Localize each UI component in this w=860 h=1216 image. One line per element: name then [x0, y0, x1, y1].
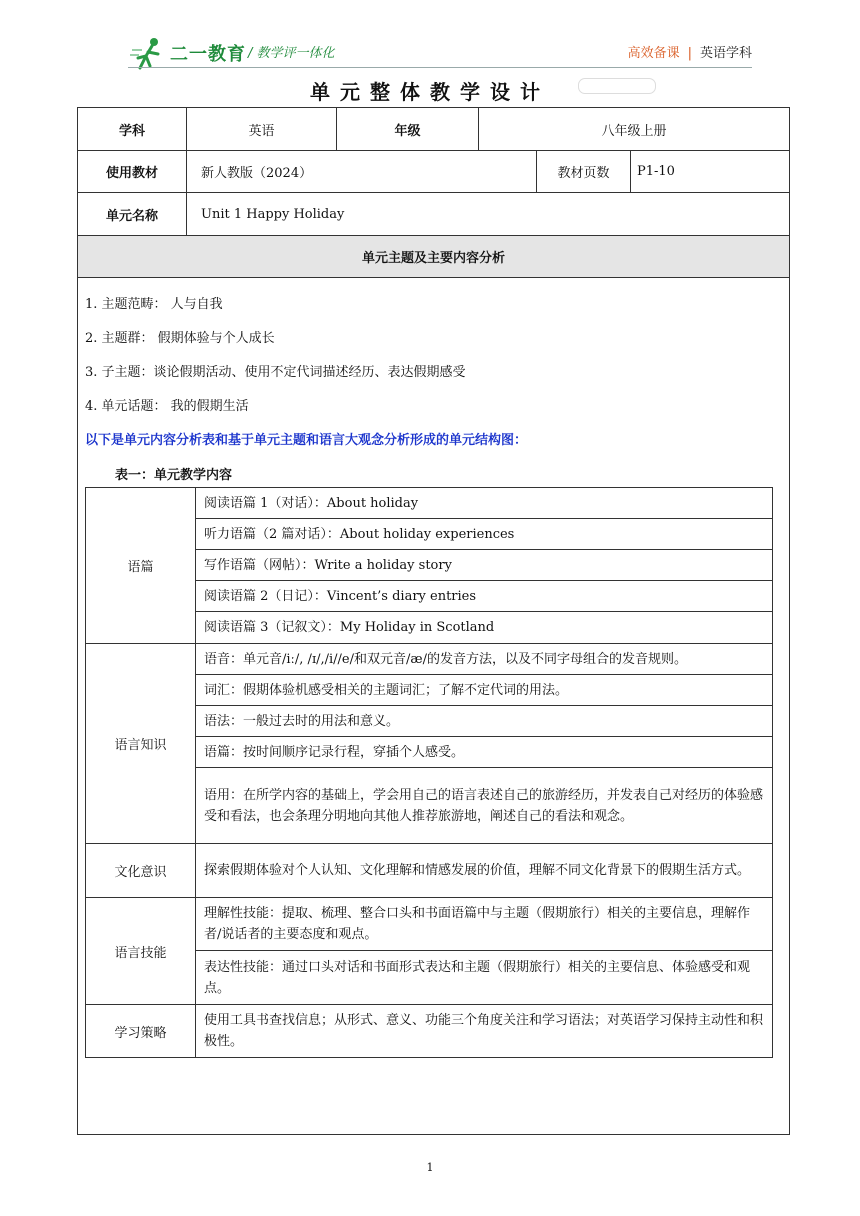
- textbook-label: 使用教材: [105, 166, 158, 181]
- table-group: [86, 1005, 772, 1058]
- textbook-value: 新人教版（2024）: [186, 151, 536, 192]
- table-cell: 语用：在所学内容的基础上，学会用自己的语言表述自己的旅游经历，并发表自己对经历的体验感受和看法，也会条理分明地向其他人推荐旅游地，阐述自己的看法和观念。: [204, 787, 764, 824]
- pages-label: 教材页数: [536, 151, 630, 192]
- info-row-unit: [78, 193, 789, 236]
- header-right: [628, 42, 752, 61]
- table-cell: 语音：单元音/iː/, /ɪ/,/i//e/和双元音/æ/的发音方法，以及不同字母组合的发音规则。: [196, 644, 773, 675]
- subject-value: 英语: [186, 108, 336, 150]
- pages-value: P1-10: [630, 151, 789, 192]
- table-group: [86, 488, 772, 644]
- section-title: 单元主题及主要内容分析: [361, 251, 505, 266]
- table-caption: 表一：单元教学内容: [115, 468, 233, 483]
- slogan: / 教学评一体化: [248, 46, 335, 61]
- table-cell: 表达性技能：通过口头对话和书面形式表达和主题（假期旅行）相关的主要信息、体验感受和观点。: [204, 959, 751, 996]
- analysis-line-2: 2. 主题群： 假期体验与个人成长: [85, 331, 275, 346]
- table-cell: 理解性技能：提取、梳理、整合口头和书面语篇中与主题（假期旅行）相关的主要信息，理解作者/说话者的主要态度和观点。: [196, 898, 773, 951]
- watermark-logo-small: [256, 461, 312, 475]
- header-separator: |: [687, 46, 692, 61]
- group-label: 语言知识: [86, 644, 196, 843]
- logo-text: 二一教育: [170, 44, 246, 65]
- page-number: 1: [426, 1161, 434, 1174]
- watermark-logo: [578, 78, 656, 94]
- table-cell: 写作语篇（网帖）：Write a holiday story: [196, 550, 773, 581]
- info-row-subject: [78, 108, 789, 151]
- header-tag-course: 高效备课: [627, 46, 680, 61]
- section-header-row: [78, 236, 789, 278]
- table-cell: 阅读语篇 3（记叙文）：My Holiday in Scotland: [204, 620, 495, 635]
- info-row-textbook: [78, 151, 789, 193]
- grade-value: 八年级上册: [478, 108, 789, 150]
- grade-label: 年级: [336, 108, 478, 150]
- table-cell: 词汇：假期体验机感受相关的主题词汇；了解不定代词的用法。: [196, 675, 773, 706]
- subject-label: 学科: [118, 123, 145, 139]
- group-label: 文化意识: [86, 844, 196, 897]
- content-table: [85, 487, 773, 1058]
- header-divider: [128, 67, 752, 68]
- table-cell: 阅读语篇 2（日记）：Vincent’s diary entries: [196, 581, 773, 612]
- analysis-line-3: 3. 子主题：谈论假期活动、使用不定代词描述经历、表达假期感受: [85, 365, 466, 380]
- table-group: [86, 844, 772, 898]
- group-label: 语篇: [86, 488, 196, 643]
- table-cell: 使用工具书查找信息；从形式、意义、功能三个角度关注和学习语法；对英语学习保持主动性和积极性。: [204, 1013, 764, 1049]
- table-group: [86, 898, 772, 1005]
- table-cell: 语篇：按时间顺序记录行程，穿插个人感受。: [196, 737, 773, 768]
- unit-label: 单元名称: [105, 208, 158, 224]
- group-label: 学习策略: [86, 1005, 196, 1058]
- header-tag-subject: 英语学科: [699, 46, 752, 61]
- group-label: 语言技能: [86, 898, 196, 1004]
- table-cell: 探索假期体验对个人认知、文化理解和情感发展的价值，理解不同文化背景下的假期生活方式。: [204, 863, 751, 878]
- table-cell: 阅读语篇 1（对话）：About holiday: [196, 488, 773, 519]
- runner-logo-icon: [130, 36, 170, 70]
- blue-note: 以下是单元内容分析表和基于单元主题和语言大观念分析形成的单元结构图：: [85, 433, 528, 448]
- document-title: 单元整体教学设计: [310, 80, 550, 104]
- analysis-line-1: 1. 主题范畴： 人与自我: [85, 297, 223, 312]
- table-group: [86, 644, 772, 844]
- table-cell: 语法：一般过去时的用法和意义。: [196, 706, 773, 737]
- unit-value: Unit 1 Happy Holiday: [186, 193, 789, 235]
- table-cell: 听力语篇（2 篇对话）：About holiday experiences: [196, 519, 773, 550]
- page-header: [0, 0, 860, 76]
- analysis-line-4: 4. 单元话题： 我的假期生活: [85, 399, 249, 414]
